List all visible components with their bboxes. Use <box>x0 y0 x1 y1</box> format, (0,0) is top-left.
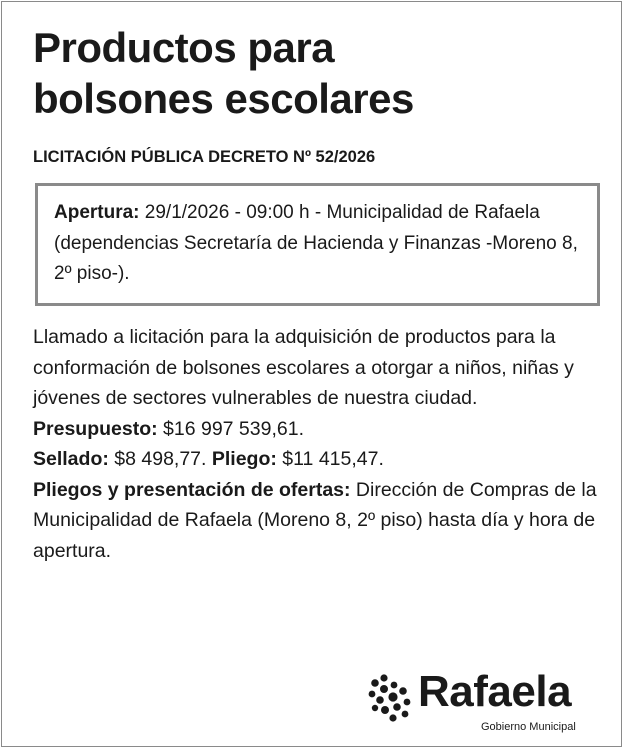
decree-subtitle: LICITACIÓN PÚBLICA DECRETO Nº 52/2026 <box>33 148 376 166</box>
apertura-text: 29/1/2026 - 09:00 h - Municipalidad de Rafaela (dependencias Secretaría de Hacienda y Finanzas -Moreno 8, 2º piso-). <box>54 202 578 284</box>
apertura-label: Apertura: <box>54 202 140 223</box>
logo-name: Rafaela <box>418 667 572 716</box>
apertura-box <box>35 183 600 306</box>
body-text <box>33 322 603 566</box>
pliego-label: Pliego: <box>211 448 277 470</box>
apertura-paragraph <box>54 198 582 290</box>
pliegos-label: Pliegos y presentación de ofertas: <box>33 478 351 501</box>
presupuesto-line <box>33 414 603 445</box>
logo-tagline: Gobierno Municipal <box>481 721 576 733</box>
presupuesto-label: Presupuesto: <box>33 417 158 440</box>
pliego-value: $11 415,47. <box>276 448 384 470</box>
rafaela-mark-icon <box>367 674 413 722</box>
sellado-pliego-line <box>33 444 603 475</box>
intro-paragraph: Llamado a licitación para la adquisición de productos para la conformación de bolsones escolares a otorgar a niños, niñas y jóvenes de sectores vulnerables de nuestra ciudad. <box>33 326 574 409</box>
sellado-label: Sellado: <box>33 448 109 470</box>
title-line-1: Productos para <box>33 24 335 71</box>
page-title <box>33 22 593 124</box>
pliegos-paragraph <box>33 475 603 567</box>
presupuesto-value: $16 997 539,61. <box>157 417 304 440</box>
pliegos-value: Dirección de Compras de la Municipalidad de Rafaela (Moreno 8, 2º piso) hasta día y hora de apertura. <box>33 478 597 562</box>
title-line-2: bolsones escolares <box>33 75 414 122</box>
sellado-value: $8 498,77. <box>108 448 212 470</box>
rafaela-logo <box>367 667 597 734</box>
